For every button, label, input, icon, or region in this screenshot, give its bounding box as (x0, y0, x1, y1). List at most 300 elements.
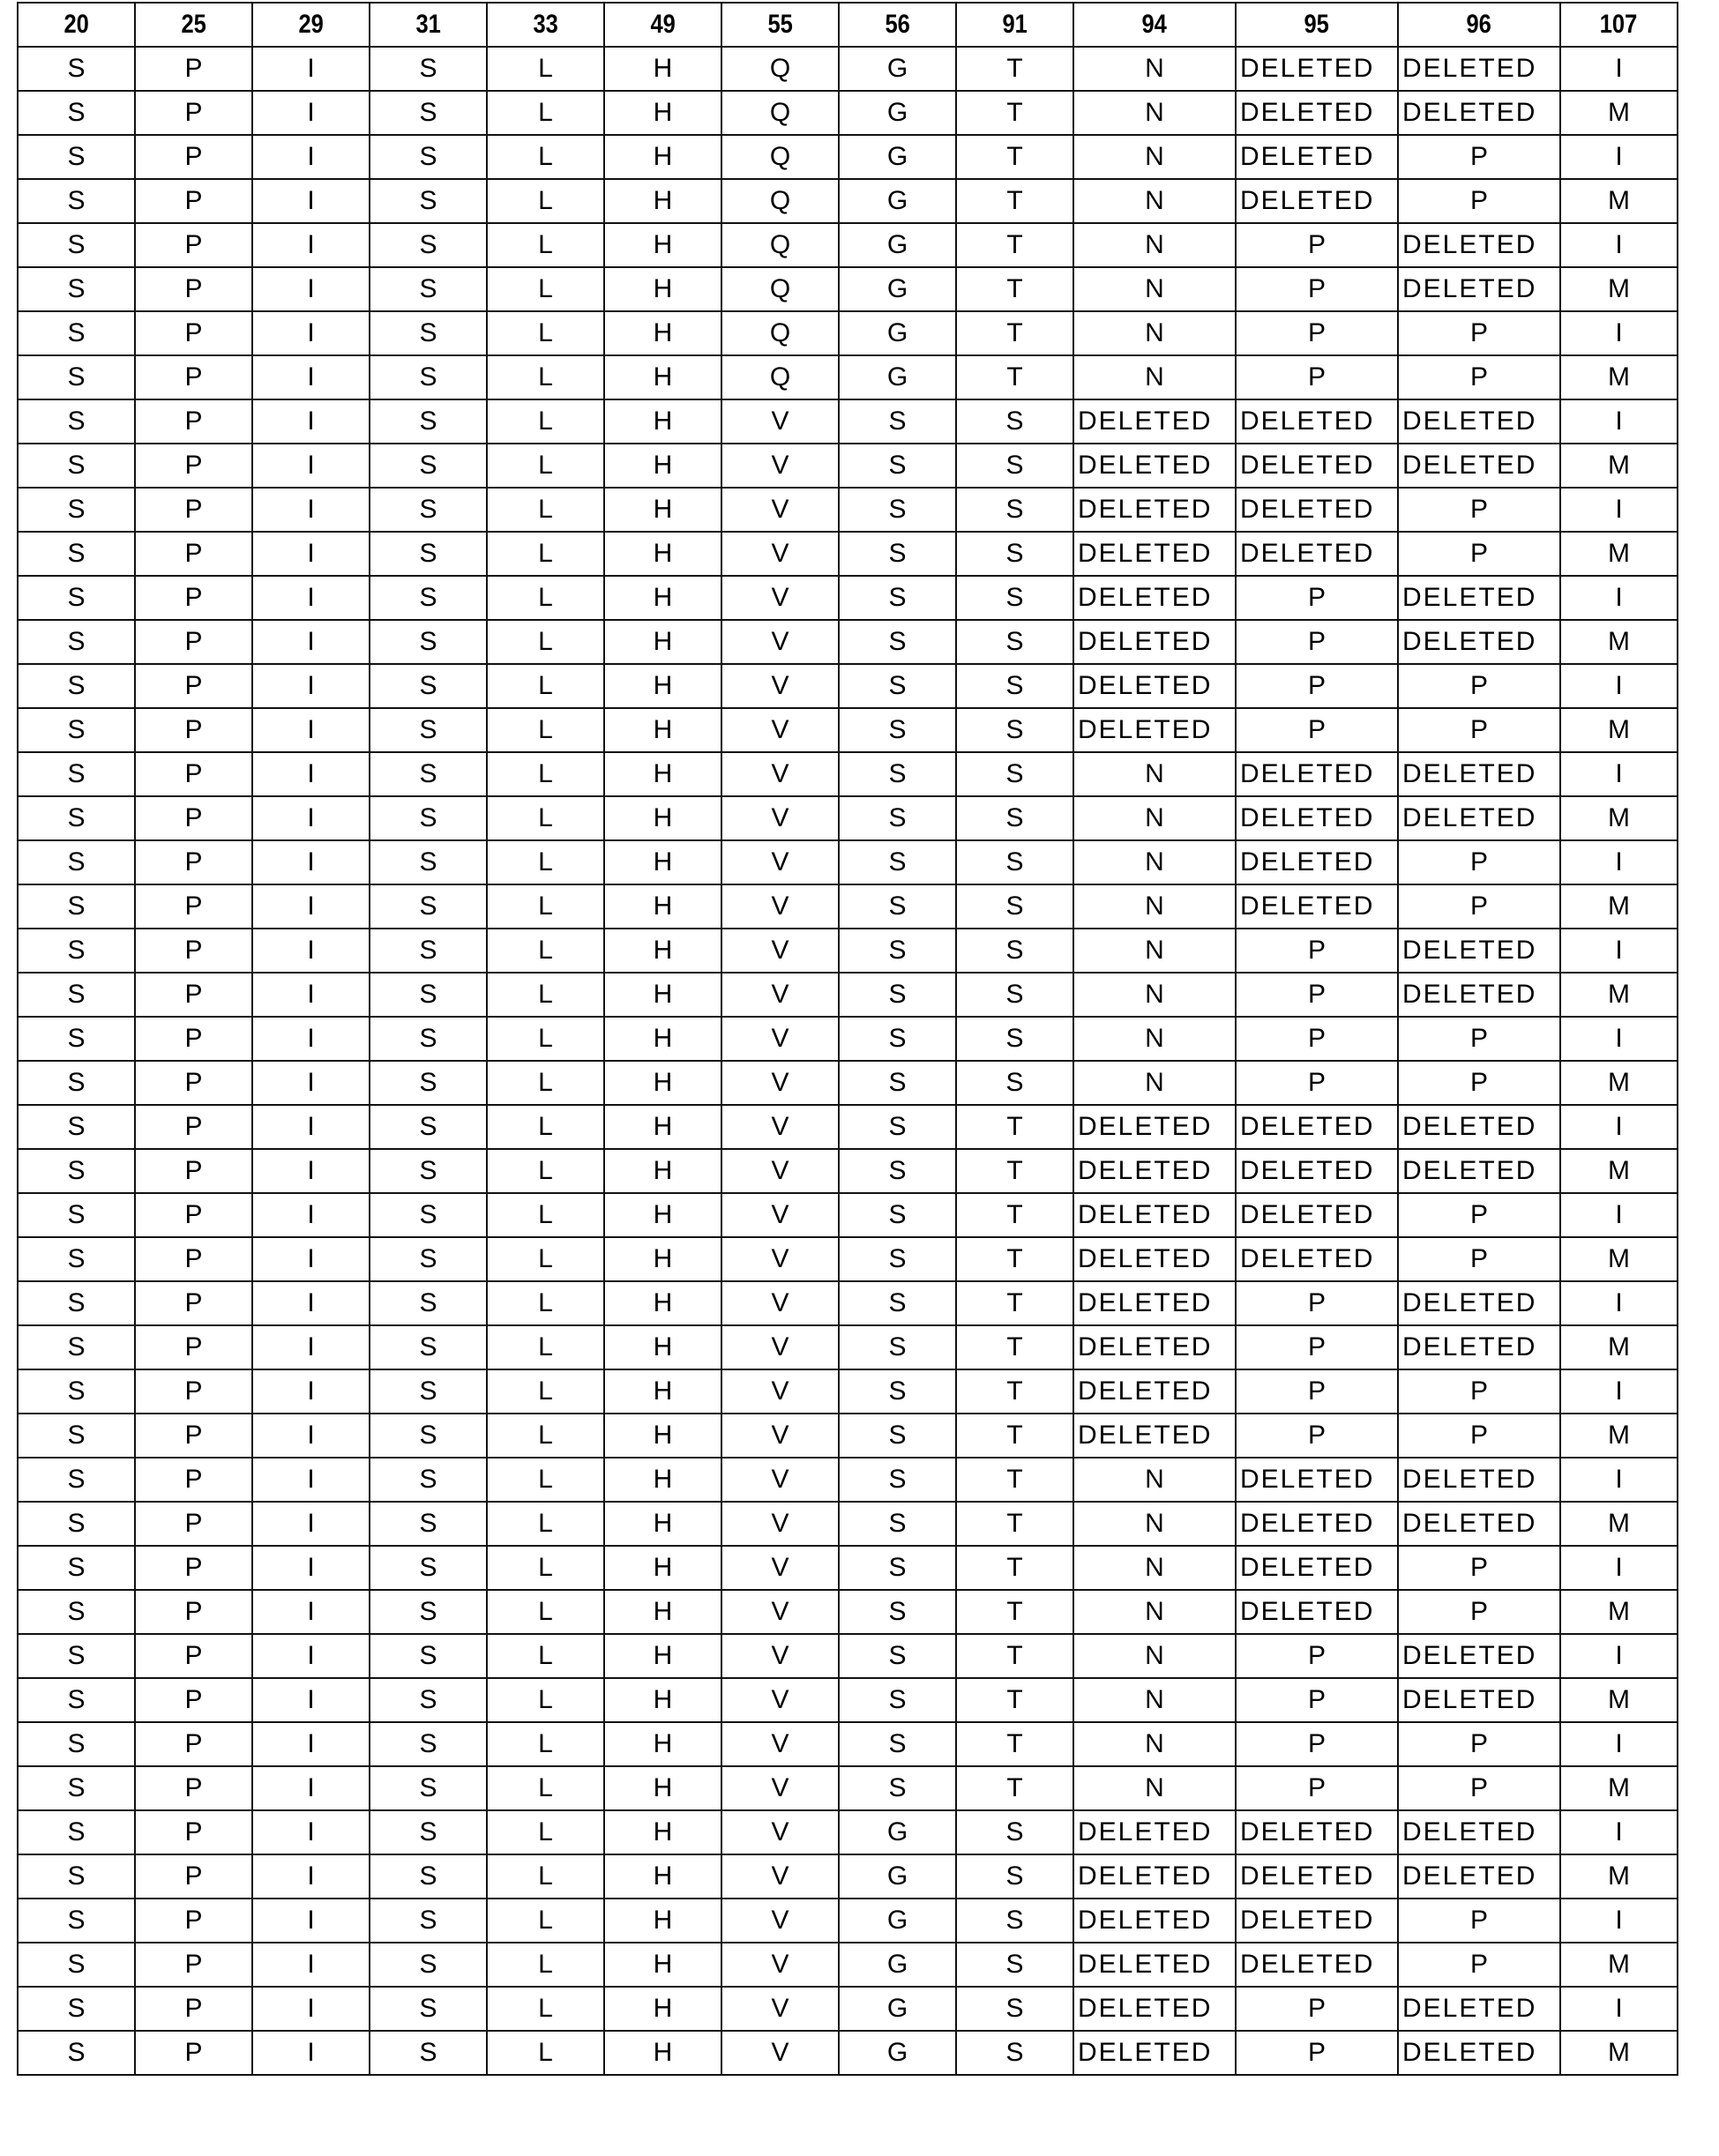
residue-cell: H (604, 664, 721, 708)
residue-cell: I (252, 664, 370, 708)
residue-cell: S (18, 311, 135, 355)
residue-cell: L (487, 1061, 604, 1105)
residue-cell: S (18, 884, 135, 929)
residue-cell: I (252, 267, 370, 311)
residue-cell: I (252, 1810, 370, 1854)
residue-cell: T (956, 1722, 1073, 1766)
residue-cell: S (956, 1810, 1073, 1854)
residue-cell: H (604, 1546, 721, 1590)
residue-cell: V (721, 1722, 839, 1766)
table-row (18, 1546, 1678, 1590)
residue-cell: M (1560, 91, 1678, 135)
residue-cell: G (839, 91, 956, 135)
residue-cell: DELETED (1236, 532, 1398, 576)
residue-cell: P (135, 840, 252, 884)
residue-cell: S (18, 1237, 135, 1281)
column-header-position (370, 3, 487, 47)
column-header-label: 31 (415, 10, 440, 40)
residue-cell: V (721, 1502, 839, 1546)
residue-cell: S (956, 576, 1073, 620)
residue-cell: DELETED (1073, 1987, 1236, 2031)
residue-cell: S (956, 2031, 1073, 2075)
residue-cell: N (1073, 1502, 1236, 1546)
residue-cell: I (252, 1149, 370, 1193)
residue-cell: P (1236, 223, 1398, 267)
residue-cell: S (18, 1987, 135, 2031)
residue-cell: V (721, 1943, 839, 1987)
residue-cell: S (839, 1193, 956, 1237)
residue-cell: P (135, 1943, 252, 1987)
residue-cell: DELETED (1073, 576, 1236, 620)
column-header-label: 29 (298, 10, 323, 40)
residue-cell: S (18, 1502, 135, 1546)
residue-cell: I (1560, 1899, 1678, 1943)
residue-cell: P (1398, 664, 1560, 708)
column-header-position (18, 3, 135, 47)
residue-cell: DELETED (1398, 1149, 1560, 1193)
residue-cell: DELETED (1398, 929, 1560, 973)
residue-cell: S (18, 1678, 135, 1722)
residue-cell: DELETED (1398, 752, 1560, 796)
residue-cell: S (839, 1766, 956, 1810)
residue-cell: DELETED (1398, 399, 1560, 444)
residue-cell: L (487, 1149, 604, 1193)
residue-cell: DELETED (1236, 1899, 1398, 1943)
residue-cell: S (370, 1414, 487, 1458)
residue-cell: S (370, 1722, 487, 1766)
residue-cell: H (604, 708, 721, 752)
residue-cell: S (956, 1854, 1073, 1899)
residue-cell: DELETED (1398, 1810, 1560, 1854)
residue-cell: S (18, 1193, 135, 1237)
residue-cell: S (18, 1017, 135, 1061)
residue-cell: S (839, 1414, 956, 1458)
table-row (18, 532, 1678, 576)
residue-cell: H (604, 1766, 721, 1810)
residue-cell: DELETED (1398, 444, 1560, 488)
residue-cell: S (839, 1590, 956, 1634)
residue-cell: T (956, 1458, 1073, 1502)
residue-cell: S (18, 708, 135, 752)
residue-cell: S (370, 1193, 487, 1237)
residue-cell: S (370, 1590, 487, 1634)
column-header-label: 107 (1600, 10, 1638, 40)
residue-cell: T (956, 1369, 1073, 1414)
residue-cell: S (370, 1149, 487, 1193)
residue-cell: I (252, 1105, 370, 1149)
residue-cell: S (370, 399, 487, 444)
residue-cell: S (18, 1546, 135, 1590)
residue-cell: I (1560, 1546, 1678, 1590)
residue-cell: P (1398, 1546, 1560, 1590)
residue-cell: I (252, 399, 370, 444)
residue-cell: G (839, 267, 956, 311)
residue-cell: DELETED (1236, 1149, 1398, 1193)
residue-cell: M (1560, 1237, 1678, 1281)
residue-cell: P (135, 223, 252, 267)
residue-cell: T (956, 1193, 1073, 1237)
residue-cell: V (721, 796, 839, 840)
residue-cell: P (1236, 1017, 1398, 1061)
residue-cell: N (1073, 135, 1236, 179)
residue-cell: P (135, 1458, 252, 1502)
residue-cell: N (1073, 1458, 1236, 1502)
residue-cell: L (487, 929, 604, 973)
residue-cell: DELETED (1073, 1281, 1236, 1325)
residue-cell: P (1398, 135, 1560, 179)
residue-cell: S (839, 1458, 956, 1502)
residue-cell: M (1560, 973, 1678, 1017)
residue-cell: I (1560, 840, 1678, 884)
residue-cell: S (839, 1678, 956, 1722)
residue-cell: DELETED (1398, 1105, 1560, 1149)
residue-cell: DELETED (1398, 267, 1560, 311)
residue-cell: DELETED (1236, 444, 1398, 488)
residue-cell: I (1560, 664, 1678, 708)
residue-cell: V (721, 1899, 839, 1943)
residue-cell: P (135, 532, 252, 576)
residue-cell: V (721, 664, 839, 708)
residue-cell: P (135, 1590, 252, 1634)
residue-cell: M (1560, 796, 1678, 840)
residue-cell: DELETED (1236, 135, 1398, 179)
residue-cell: P (135, 1017, 252, 1061)
residue-cell: L (487, 223, 604, 267)
residue-cell: P (135, 1810, 252, 1854)
residue-cell: N (1073, 1766, 1236, 1810)
residue-cell: L (487, 708, 604, 752)
residue-cell: S (956, 532, 1073, 576)
column-header-position (1236, 3, 1398, 47)
residue-cell: L (487, 135, 604, 179)
residue-cell: H (604, 1502, 721, 1546)
residue-cell: DELETED (1073, 2031, 1236, 2075)
column-header-position (721, 3, 839, 47)
residue-cell: S (18, 1634, 135, 1678)
residue-cell: L (487, 532, 604, 576)
residue-cell: S (18, 1854, 135, 1899)
residue-cell: S (18, 1458, 135, 1502)
residue-cell: S (18, 752, 135, 796)
table-row (18, 1458, 1678, 1502)
residue-cell: T (956, 47, 1073, 91)
residue-cell: DELETED (1236, 840, 1398, 884)
residue-cell: DELETED (1236, 796, 1398, 840)
residue-cell: S (956, 399, 1073, 444)
residue-cell: P (135, 135, 252, 179)
residue-cell: T (956, 1105, 1073, 1149)
residue-cell: S (370, 1458, 487, 1502)
residue-cell: DELETED (1236, 1590, 1398, 1634)
residue-cell: P (1236, 2031, 1398, 2075)
residue-cell: S (370, 620, 487, 664)
residue-cell: DELETED (1073, 1943, 1236, 1987)
residue-cell: S (18, 1722, 135, 1766)
table-row (18, 311, 1678, 355)
table-row (18, 576, 1678, 620)
residue-cell: N (1073, 1722, 1236, 1766)
residue-cell: DELETED (1073, 1854, 1236, 1899)
residue-cell: H (604, 2031, 721, 2075)
residue-cell: I (252, 973, 370, 1017)
residue-cell: P (1236, 1061, 1398, 1105)
residue-cell: T (956, 1325, 1073, 1369)
column-header-position (1398, 3, 1560, 47)
residue-cell: S (18, 664, 135, 708)
residue-cell: L (487, 1899, 604, 1943)
residue-cell: P (1236, 576, 1398, 620)
residue-cell: H (604, 1722, 721, 1766)
table-row (18, 1149, 1678, 1193)
column-header-position (604, 3, 721, 47)
residue-cell: S (839, 1325, 956, 1369)
residue-cell: M (1560, 1678, 1678, 1722)
residue-cell: H (604, 576, 721, 620)
table-row (18, 1854, 1678, 1899)
residue-cell: T (956, 1237, 1073, 1281)
residue-cell: S (370, 267, 487, 311)
residue-cell: P (135, 399, 252, 444)
residue-cell: DELETED (1073, 664, 1236, 708)
residue-cell: H (604, 973, 721, 1017)
residue-cell: S (18, 796, 135, 840)
residue-cell: DELETED (1398, 576, 1560, 620)
residue-cell: L (487, 1678, 604, 1722)
residue-cell: V (721, 1325, 839, 1369)
residue-cell: DELETED (1398, 223, 1560, 267)
table-row (18, 267, 1678, 311)
residue-cell: P (1398, 1590, 1560, 1634)
residue-cell: I (252, 444, 370, 488)
residue-cell: L (487, 267, 604, 311)
residue-cell: S (370, 355, 487, 399)
residue-cell: G (839, 1943, 956, 1987)
residue-cell: S (370, 532, 487, 576)
residue-cell: H (604, 223, 721, 267)
residue-cell: M (1560, 1414, 1678, 1458)
residue-cell: S (370, 576, 487, 620)
residue-cell: P (135, 1325, 252, 1369)
residue-cell: DELETED (1236, 91, 1398, 135)
residue-cell: L (487, 1766, 604, 1810)
residue-cell: N (1073, 1634, 1236, 1678)
residue-cell: S (370, 752, 487, 796)
residue-cell: S (18, 929, 135, 973)
table-row (18, 1943, 1678, 1987)
residue-cell: S (18, 973, 135, 1017)
residue-cell: M (1560, 1590, 1678, 1634)
residue-cell: G (839, 223, 956, 267)
residue-cell: L (487, 355, 604, 399)
residue-cell: H (604, 444, 721, 488)
residue-cell: G (839, 355, 956, 399)
table-row (18, 1899, 1678, 1943)
residue-cell: L (487, 1105, 604, 1149)
residue-cell: I (1560, 1722, 1678, 1766)
residue-cell: P (135, 752, 252, 796)
column-header-label: 94 (1142, 10, 1167, 40)
residue-cell: I (1560, 311, 1678, 355)
residue-cell: Q (721, 355, 839, 399)
residue-cell: P (135, 1987, 252, 2031)
residue-cell: L (487, 884, 604, 929)
table-row (18, 1678, 1678, 1722)
residue-cell: T (956, 1546, 1073, 1590)
column-header-label: 55 (767, 10, 792, 40)
column-header-label: 96 (1467, 10, 1491, 40)
residue-cell: I (252, 1722, 370, 1766)
residue-cell: V (721, 1810, 839, 1854)
residue-cell: I (252, 1546, 370, 1590)
residue-cell: L (487, 796, 604, 840)
residue-cell: S (370, 1061, 487, 1105)
residue-cell: L (487, 620, 604, 664)
residue-cell: V (721, 1590, 839, 1634)
residue-cell: L (487, 1722, 604, 1766)
residue-cell: H (604, 179, 721, 223)
residue-cell: L (487, 2031, 604, 2075)
residue-cell: S (18, 1810, 135, 1854)
residue-cell: S (18, 1943, 135, 1987)
residue-cell: V (721, 1414, 839, 1458)
table-row (18, 399, 1678, 444)
residue-cell: N (1073, 752, 1236, 796)
residue-cell: DELETED (1398, 1325, 1560, 1369)
residue-cell: T (956, 1678, 1073, 1722)
residue-cell: V (721, 884, 839, 929)
residue-cell: M (1560, 708, 1678, 752)
residue-cell: DELETED (1073, 1414, 1236, 1458)
residue-cell: M (1560, 355, 1678, 399)
residue-cell: I (1560, 1810, 1678, 1854)
residue-cell: H (604, 1369, 721, 1414)
residue-cell: DELETED (1398, 1458, 1560, 1502)
residue-cell: H (604, 884, 721, 929)
table-row (18, 1810, 1678, 1854)
residue-cell: G (839, 47, 956, 91)
residue-cell: P (135, 973, 252, 1017)
residue-cell: Q (721, 47, 839, 91)
residue-cell: T (956, 355, 1073, 399)
residue-cell: I (252, 796, 370, 840)
table-row (18, 2031, 1678, 2075)
residue-cell: M (1560, 267, 1678, 311)
residue-cell: I (252, 1325, 370, 1369)
residue-cell: H (604, 1987, 721, 2031)
residue-cell: DELETED (1236, 1458, 1398, 1502)
residue-cell: P (135, 620, 252, 664)
residue-cell: P (135, 179, 252, 223)
residue-cell: I (1560, 1105, 1678, 1149)
residue-cell: L (487, 47, 604, 91)
table-row (18, 1281, 1678, 1325)
residue-cell: T (956, 1414, 1073, 1458)
residue-cell: S (18, 1105, 135, 1149)
column-header-position (839, 3, 956, 47)
residue-cell: S (839, 399, 956, 444)
residue-cell: I (252, 1281, 370, 1325)
residue-cell: DELETED (1073, 444, 1236, 488)
residue-cell: S (370, 2031, 487, 2075)
residue-cell: DELETED (1398, 1634, 1560, 1678)
residue-cell: DELETED (1398, 1987, 1560, 2031)
residue-cell: P (1398, 1237, 1560, 1281)
table-row (18, 1590, 1678, 1634)
residue-cell: T (956, 1149, 1073, 1193)
residue-cell: P (1236, 311, 1398, 355)
residue-cell: V (721, 1546, 839, 1590)
residue-cell: P (1398, 179, 1560, 223)
residue-cell: L (487, 664, 604, 708)
residue-cell: S (370, 1943, 487, 1987)
residue-cell: S (839, 532, 956, 576)
residue-cell: I (252, 1766, 370, 1810)
residue-cell: S (956, 444, 1073, 488)
residue-cell: H (604, 929, 721, 973)
table-row (18, 1634, 1678, 1678)
residue-cell: P (135, 708, 252, 752)
residue-cell: DELETED (1073, 488, 1236, 532)
residue-cell: T (956, 1766, 1073, 1810)
residue-cell: Q (721, 223, 839, 267)
residue-cell: I (252, 1943, 370, 1987)
residue-cell: S (18, 1899, 135, 1943)
residue-cell: S (18, 1149, 135, 1193)
residue-cell: S (370, 1678, 487, 1722)
residue-cell: S (956, 1017, 1073, 1061)
residue-cell: P (135, 444, 252, 488)
residue-cell: M (1560, 179, 1678, 223)
residue-cell: P (1236, 620, 1398, 664)
residue-cell: L (487, 1414, 604, 1458)
residue-cell: S (839, 1061, 956, 1105)
residue-cell: P (1398, 532, 1560, 576)
residue-cell: DELETED (1236, 1193, 1398, 1237)
table-row (18, 444, 1678, 488)
residue-cell: S (18, 1414, 135, 1458)
residue-cell: Q (721, 179, 839, 223)
residue-cell: V (721, 973, 839, 1017)
residue-cell: DELETED (1398, 1281, 1560, 1325)
residue-cell: DELETED (1236, 399, 1398, 444)
residue-cell: P (1398, 840, 1560, 884)
table-row (18, 1237, 1678, 1281)
residue-cell: T (956, 135, 1073, 179)
table-row (18, 47, 1678, 91)
residue-cell: N (1073, 355, 1236, 399)
residue-cell: V (721, 576, 839, 620)
residue-cell: L (487, 1017, 604, 1061)
residue-cell: S (839, 576, 956, 620)
residue-cell: S (370, 1810, 487, 1854)
residue-cell: P (135, 311, 252, 355)
residue-cell: I (1560, 1458, 1678, 1502)
residue-cell: H (604, 620, 721, 664)
residue-cell: G (839, 179, 956, 223)
residue-cell: I (1560, 1281, 1678, 1325)
residue-cell: P (135, 47, 252, 91)
residue-cell: S (956, 796, 1073, 840)
residue-cell: I (252, 1634, 370, 1678)
residue-cell: DELETED (1236, 1105, 1398, 1149)
residue-cell: H (604, 1149, 721, 1193)
residue-cell: P (1236, 1281, 1398, 1325)
residue-cell: P (1398, 1766, 1560, 1810)
residue-cell: S (956, 1943, 1073, 1987)
residue-cell: I (252, 1017, 370, 1061)
residue-cell: N (1073, 929, 1236, 973)
residue-cell: DELETED (1073, 708, 1236, 752)
